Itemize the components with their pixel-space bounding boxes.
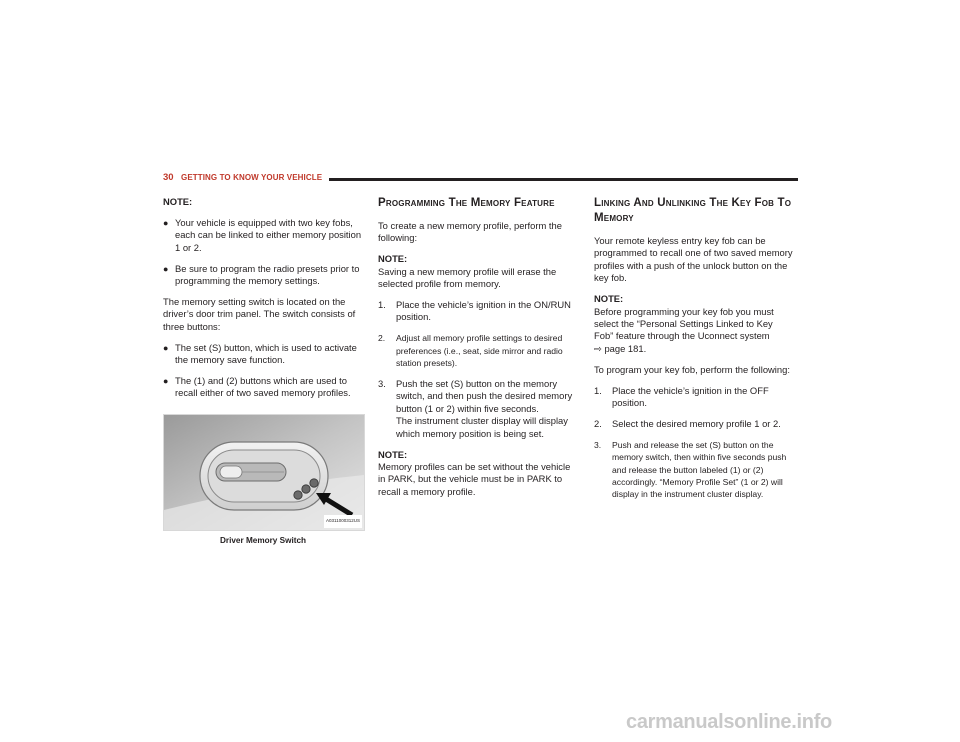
watermark-text: carmanualsonline.info xyxy=(626,711,832,733)
figure-code: A0311000312US xyxy=(324,515,362,527)
step-text: Place the vehicle’s ignition in the OFF position. xyxy=(612,384,769,408)
step-item xyxy=(594,439,794,501)
header-rule xyxy=(329,178,798,181)
step-number: 2. xyxy=(378,333,386,344)
step-item xyxy=(378,299,578,324)
note-label: NOTE: xyxy=(378,253,408,265)
lead-paragraph: To program your key fob, perform the following: xyxy=(594,363,790,375)
note-label: NOTE: xyxy=(378,448,408,460)
door-panel-illustration xyxy=(164,415,364,530)
intro-paragraph: To create a new memory profile, perform the following: xyxy=(378,220,562,244)
step-text: Select the desired memory profile 1 or 2. xyxy=(612,417,781,429)
memory-button-set xyxy=(310,479,318,487)
page-number: 30 xyxy=(163,172,174,183)
step-text: Place the vehicle’s ignition in the ON/RUN position. xyxy=(396,299,571,323)
step-number: 1. xyxy=(378,299,386,311)
step-subtext: The instrument cluster display will display which memory position is being set. xyxy=(396,415,568,439)
bullet-item xyxy=(163,375,363,400)
step-number: 3. xyxy=(378,378,386,390)
note-text: Saving a new memory profile will erase the selected profile from memory. xyxy=(378,265,557,290)
step-item xyxy=(594,385,794,410)
note-label: NOTE: xyxy=(594,293,624,305)
memory-button-2 xyxy=(302,485,310,493)
bullet-text: The (1) and (2) buttons which are used to recall either of two saved memory profiles. xyxy=(175,374,351,399)
body-paragraph: The memory setting switch is located on the driver’s door trim panel. The switch consists of three buttons: xyxy=(163,295,356,332)
bullet-text: Your vehicle is equipped with two key fobs, each can be linked to either memory position 1 or 2. xyxy=(175,216,362,253)
bullet-dot: ● xyxy=(163,263,169,274)
bullet-item xyxy=(163,342,363,367)
bullet-item xyxy=(163,263,363,288)
step-item xyxy=(594,418,794,430)
step-text: Push and release the set (S) button on the memory switch, then within five seconds push and release the button labeled (1) or (2) accordingly. “Memory Profile Set” (1 or 2) will display in the instrument cluster display. xyxy=(612,439,787,500)
memory-switch-figure xyxy=(163,414,365,531)
section-heading: Linking And Unlinking The Key Fob To Memory xyxy=(594,197,792,224)
bullet-text: The set (S) button, which is used to activate the memory save function. xyxy=(175,341,357,366)
bullet-dot: ● xyxy=(163,375,169,386)
page-reference-link[interactable]: page 181. xyxy=(604,342,647,354)
bullet-dot: ● xyxy=(163,342,169,353)
note-text: Memory profiles can be set without the vehicle in PARK, but the vehicle must be in PARK to recall a memory profile. xyxy=(378,461,571,497)
step-text: Push the set (S) button on the memory switch, and then push the desired memory button (1 or 2) within five seconds. xyxy=(396,378,573,414)
intro-paragraph: Your remote keyless entry key fob can be programmed to recall one of two saved memory profiles with a push of the unlock button on the key fob. xyxy=(594,235,793,284)
section-heading: Programming The Memory Feature xyxy=(378,197,555,209)
step-number: 3. xyxy=(594,439,602,450)
step-number: 2. xyxy=(594,417,602,429)
column-left xyxy=(163,196,363,547)
step-text: Adjust all memory profile settings to desired preferences (i.e., seat, side mirror and radio station presets). xyxy=(396,333,563,369)
step-number: 1. xyxy=(594,384,602,396)
bullet-dot: ● xyxy=(163,217,169,228)
page-header xyxy=(163,172,798,186)
step-item xyxy=(378,332,578,369)
column-middle xyxy=(378,196,578,507)
step-item xyxy=(378,378,578,440)
section-title: GETTING TO KNOW YOUR VEHICLE xyxy=(181,172,323,182)
page-ref-icon: ⇨ xyxy=(594,342,602,354)
bullet-text: Be sure to program the radio presets prior to programming the memory settings. xyxy=(175,262,360,287)
note-text: Before programming your key fob you must select the “Personal Settings Linked to Key Fob” feature through the Uconnect system xyxy=(594,305,774,342)
column-right xyxy=(594,196,794,509)
bullet-item xyxy=(163,217,363,254)
note-label: NOTE: xyxy=(163,196,193,207)
memory-button-1 xyxy=(294,491,302,499)
figure-caption: Driver Memory Switch xyxy=(220,535,306,545)
